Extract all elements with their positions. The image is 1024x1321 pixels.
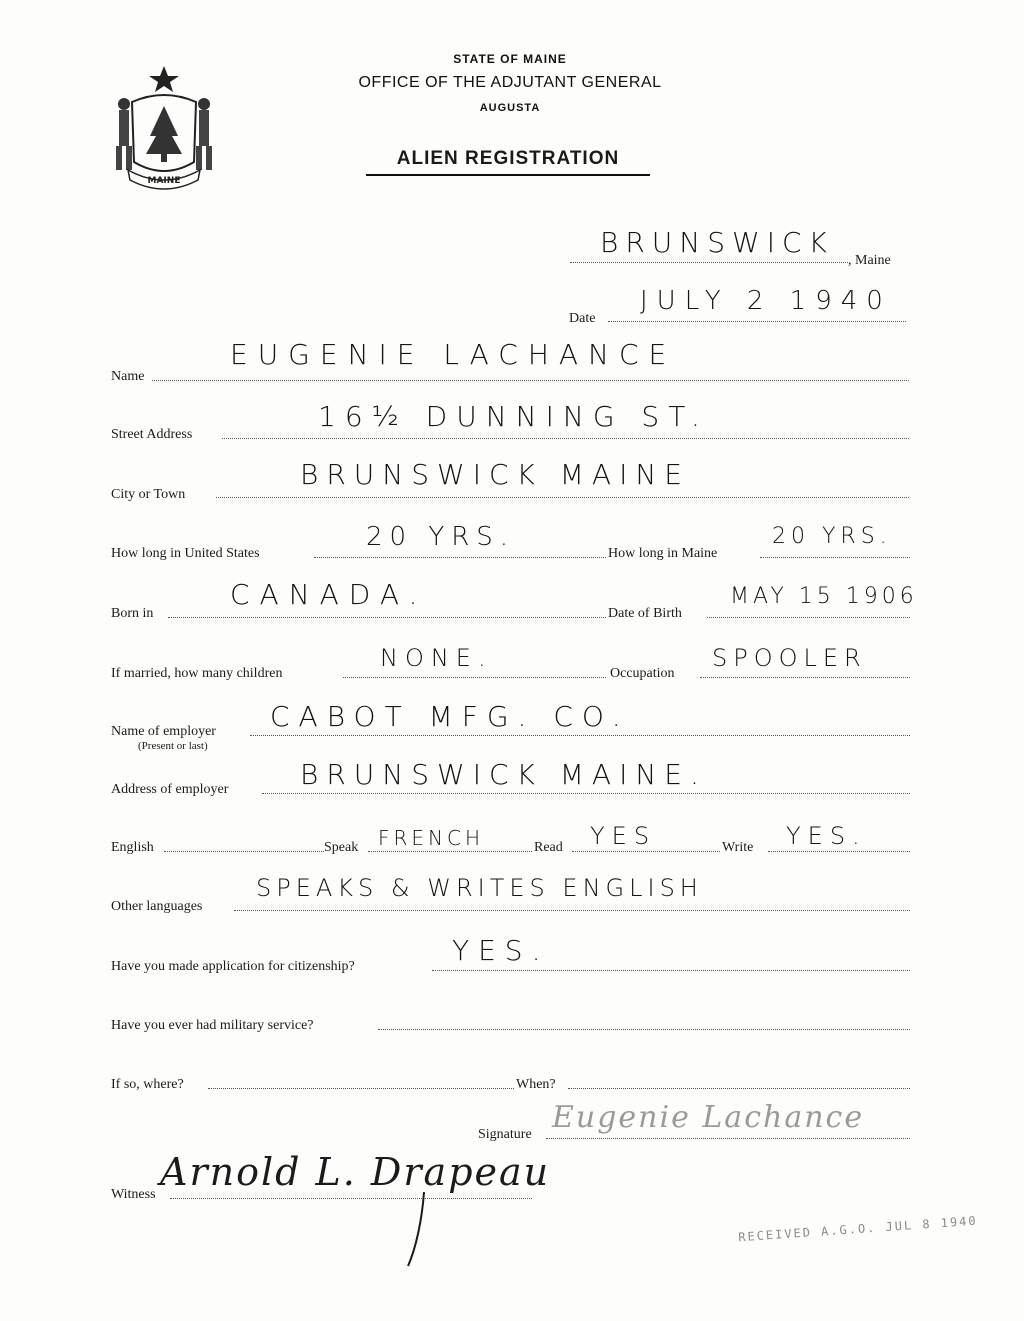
employer-address-label: Address of employer xyxy=(111,782,229,797)
occupation-value[interactable]: SPOOLER xyxy=(712,644,867,672)
city-label: City or Town xyxy=(111,487,186,502)
us-years-line xyxy=(314,557,606,558)
date-label: Date xyxy=(569,311,596,326)
born-value[interactable]: CANADA. xyxy=(230,578,428,611)
city-value[interactable]: BRUNSWICK MAINE xyxy=(300,458,690,491)
children-line xyxy=(343,677,606,678)
maine-years-value[interactable]: 20 YRS. xyxy=(772,524,892,549)
town-value[interactable]: BRUNSWICK xyxy=(600,226,834,259)
english-label: English xyxy=(111,840,154,855)
street-line xyxy=(222,438,909,439)
other-languages-value[interactable]: SPEAKS & WRITES ENGLISH xyxy=(256,874,703,902)
citizenship-value[interactable]: YES. xyxy=(452,934,550,967)
employer-line xyxy=(250,735,910,736)
speak-line xyxy=(368,851,532,852)
office-name: OFFICE OF THE ADJUTANT GENERAL xyxy=(358,74,662,91)
read-line xyxy=(572,851,720,852)
dob-line xyxy=(707,617,910,618)
name-line xyxy=(152,380,909,381)
write-line xyxy=(768,851,910,852)
office-city: AUGUSTA xyxy=(479,102,541,114)
children-value[interactable]: NONE. xyxy=(380,644,493,672)
where-line xyxy=(208,1088,514,1089)
witness-signature-flourish-icon xyxy=(400,1190,430,1270)
state-seal-icon xyxy=(110,62,218,190)
seal-banner-text: MAINE xyxy=(147,176,181,186)
children-label: If married, how many children xyxy=(111,666,283,681)
military-label: Have you ever had military service? xyxy=(111,1018,314,1033)
read-value[interactable]: YES xyxy=(590,822,657,850)
born-label: Born in xyxy=(111,606,154,621)
employer-note: (Present or last) xyxy=(138,740,208,752)
city-line xyxy=(216,497,909,498)
english-line xyxy=(164,851,324,852)
born-line xyxy=(168,617,606,618)
dob-value[interactable]: MAY 15 1906 xyxy=(730,584,918,609)
employer-value[interactable]: CABOT MFG. CO. xyxy=(270,700,630,733)
maine-years-label: How long in Maine xyxy=(608,546,718,561)
occupation-label: Occupation xyxy=(610,666,675,681)
when-line xyxy=(568,1088,910,1089)
employer-label: Name of employer xyxy=(111,724,216,739)
write-value[interactable]: YES. xyxy=(786,822,867,850)
town-suffix-label: , Maine xyxy=(848,253,891,268)
employer-address-line xyxy=(262,793,910,794)
read-label: Read xyxy=(534,840,563,855)
witness-label: Witness xyxy=(111,1187,156,1202)
signature-value[interactable]: Eugenie Lachance xyxy=(552,1100,865,1135)
other-languages-label: Other languages xyxy=(111,899,203,914)
witness-line xyxy=(170,1198,532,1199)
town-line xyxy=(570,262,848,263)
citizenship-line xyxy=(432,970,910,971)
when-label: When? xyxy=(516,1077,556,1092)
date-value[interactable]: JULY 2 1940 xyxy=(640,286,892,316)
military-line xyxy=(378,1029,910,1030)
received-stamp: RECEIVED A.G.O. JUL 8 1940 xyxy=(737,1213,979,1245)
witness-value[interactable]: Arnold L. Drapeau xyxy=(160,1150,551,1194)
street-label: Street Address xyxy=(111,427,193,442)
street-value[interactable]: 16½ DUNNING ST. xyxy=(318,400,709,433)
citizenship-label: Have you made application for citizenship? xyxy=(111,959,355,974)
speak-label: Speak xyxy=(324,840,359,855)
signature-label: Signature xyxy=(478,1127,532,1142)
signature-line xyxy=(546,1138,910,1139)
name-value[interactable]: EUGENIE LACHANCE xyxy=(230,338,677,371)
form-title: ALIEN REGISTRATION xyxy=(366,148,650,176)
dob-label: Date of Birth xyxy=(608,606,682,621)
maine-years-line xyxy=(760,557,910,558)
employer-address-value[interactable]: BRUNSWICK MAINE. xyxy=(300,758,707,791)
speak-value[interactable]: FRENCH xyxy=(378,826,485,850)
us-years-label: How long in United States xyxy=(111,546,260,561)
us-years-value[interactable]: 20 YRS. xyxy=(366,522,516,552)
where-label: If so, where? xyxy=(111,1077,184,1092)
other-languages-line xyxy=(234,910,910,911)
write-label: Write xyxy=(722,840,754,855)
name-label: Name xyxy=(111,369,145,384)
state-name: STATE OF MAINE xyxy=(453,52,567,66)
date-line xyxy=(608,321,906,322)
occupation-line xyxy=(700,677,910,678)
